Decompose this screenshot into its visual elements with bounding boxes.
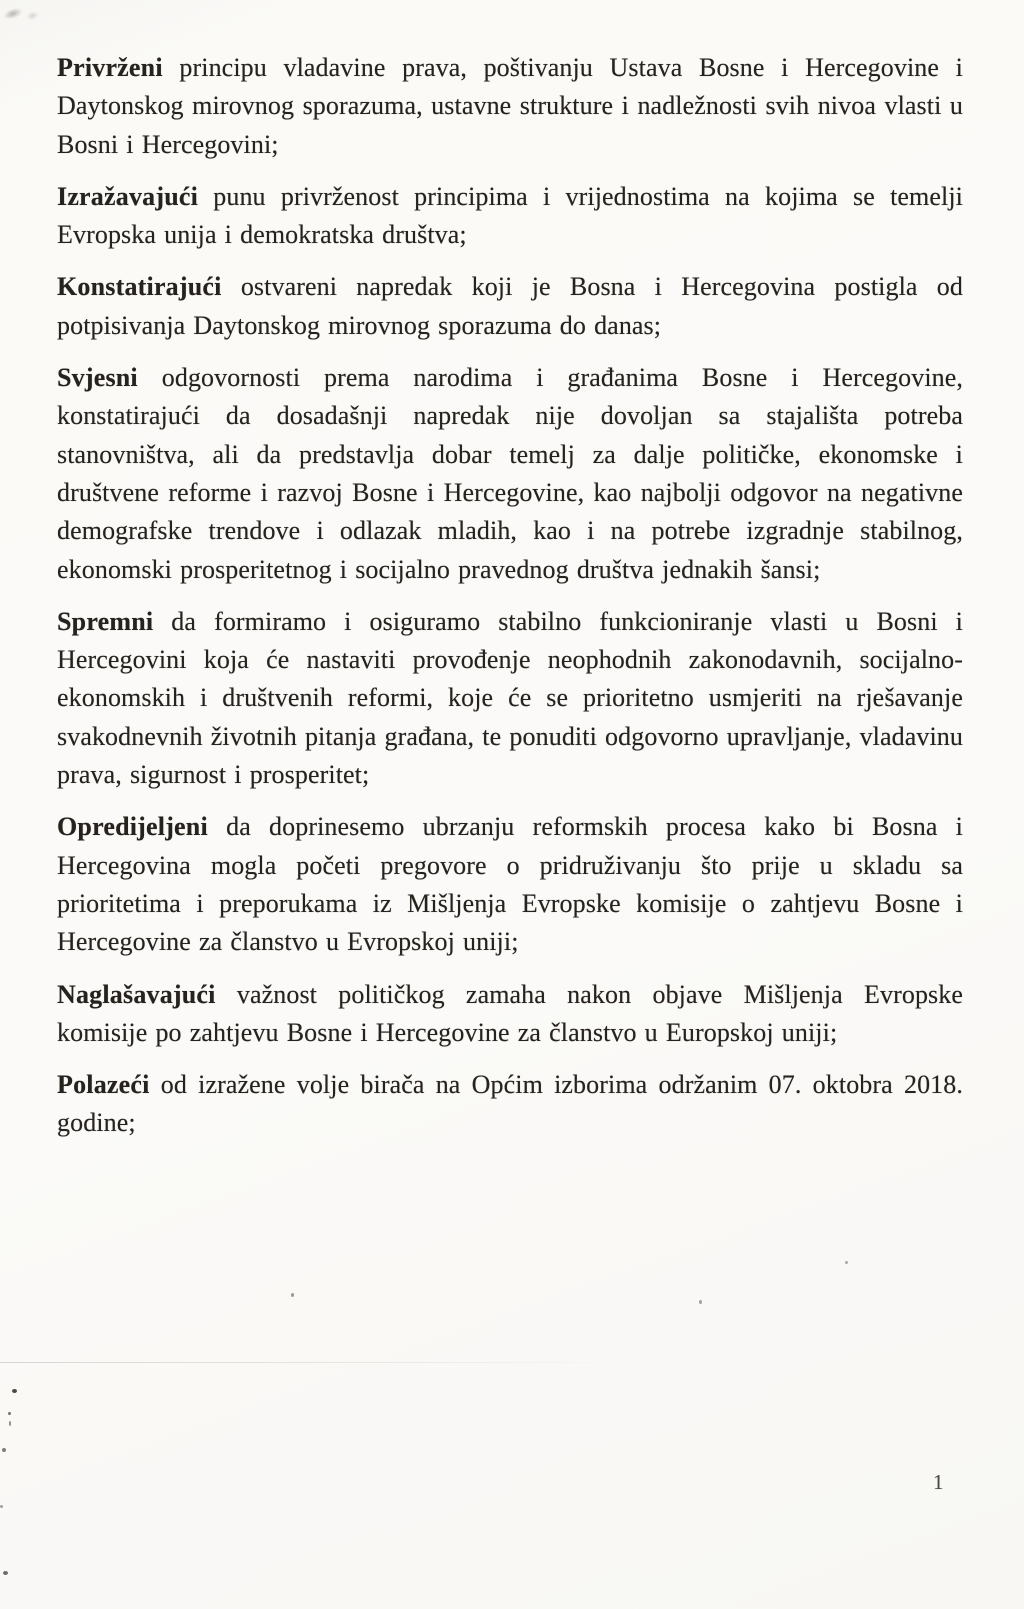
scan-speck — [291, 1293, 294, 1297]
paragraph-spremni — [57, 603, 963, 794]
paragraph-text: odgovornosti prema narodima i građanima Bosne i Hercegovine, konstatirajući da dosadašnji napredak nije dovoljan sa stajališta potreba stanovništva, ali da predstavlja dobar temelj za dalje političke, ekonomske i društvene reforme i razvoj Bosne i Hercegovine, kao najbolji odgovor na negativne demografske trendove i odlazak mladih, kao i na potrebe izgradnje stabilnog, ekonomski prosperitetnog i socijalno pravednog društva jednakih šansi; — [57, 363, 963, 584]
paragraph-polazeci — [57, 1066, 963, 1143]
paragraph-naglasavajuci — [57, 976, 963, 1053]
paragraph-lead-word: Opredijeljeni — [57, 812, 208, 842]
paragraph-lead-word: Spremni — [57, 606, 154, 636]
paragraph-lead-word: Izražavajući — [57, 181, 199, 211]
scan-speck — [3, 1571, 8, 1575]
scan-speck — [699, 1300, 702, 1304]
paragraph-opredijeljeni — [57, 808, 963, 961]
paragraph-text: važnost političkog zamaha nakon objave Mišljenja Evropske komisije po zahtjevu Bosne i Hercegovine za članstvo u Europskoj uniji; — [57, 979, 963, 1047]
scan-speck — [8, 1412, 11, 1415]
scan-speck — [845, 1261, 848, 1264]
paragraph-lead-word: Svjesni — [57, 363, 138, 393]
scan-line-artifact — [0, 1362, 640, 1363]
paragraph-text: punu privrženost principima i vrijednostima na kojima se temelji Evropska unija i demokratska društva; — [57, 181, 963, 250]
scan-speck — [12, 1389, 17, 1393]
paragraph-lead-word: Konstatirajući — [57, 272, 222, 302]
scan-speck — [2, 1448, 6, 1452]
scan-speck — [0, 1505, 3, 1508]
paragraph-izrazavajuci — [57, 178, 963, 255]
page-number: 1 — [933, 1470, 944, 1494]
paragraph-text: da formiramo i osiguramo stabilno funkcioniranje vlasti u Bosni i Hercegovini koja će nastaviti provođenje neophodnih zakonodavnih, socijalno-ekonomskih i društvenih reformi, koje će se prioritetno usmjeriti na rješavanje svakodnevnih životnih pitanja građana, te ponuditi odgovorno upravljanje, vladavinu prava, sigurnost i prosperitet; — [57, 606, 963, 790]
paragraph-lead-word: Polazeći — [57, 1070, 150, 1100]
paragraph-lead-word: Naglašavajući — [57, 979, 216, 1009]
document-body — [57, 49, 963, 1157]
paragraph-text: da doprinesemo ubrzanju reformskih procesa kako bi Bosna i Hercegovina mogla početi pregovore o pridruživanju što prije u skladu sa prioritetima i preporukama iz Mišljenja Evropske komisije o zahtjevu Bosne i Hercegovine za članstvo u Evropskoj uniji; — [57, 812, 963, 957]
paragraph-text: ostvareni napredak koji je Bosna i Hercegovina postigla od potpisivanja Daytonskog mirovnog sporazuma do danas; — [57, 272, 963, 340]
scan-speck — [9, 1421, 11, 1426]
paragraph-privrzeni — [57, 49, 963, 164]
paragraph-konstatirajuci — [57, 268, 963, 345]
paragraph-text: principu vladavine prava, poštivanju Ustava Bosne i Hercegovine i Daytonskog mirovnog sporazuma, ustavne strukture i nadležnosti svih nivoa vlasti u Bosni i Hercegovini; — [57, 53, 963, 159]
paragraph-text: od izražene volje birača na Općim izborima održanim 07. oktobra 2018. godine; — [57, 1070, 963, 1138]
paragraph-svjesni — [57, 359, 963, 589]
paragraph-lead-word: Privrženi — [57, 53, 163, 82]
scan-smudge — [0, 0, 51, 34]
